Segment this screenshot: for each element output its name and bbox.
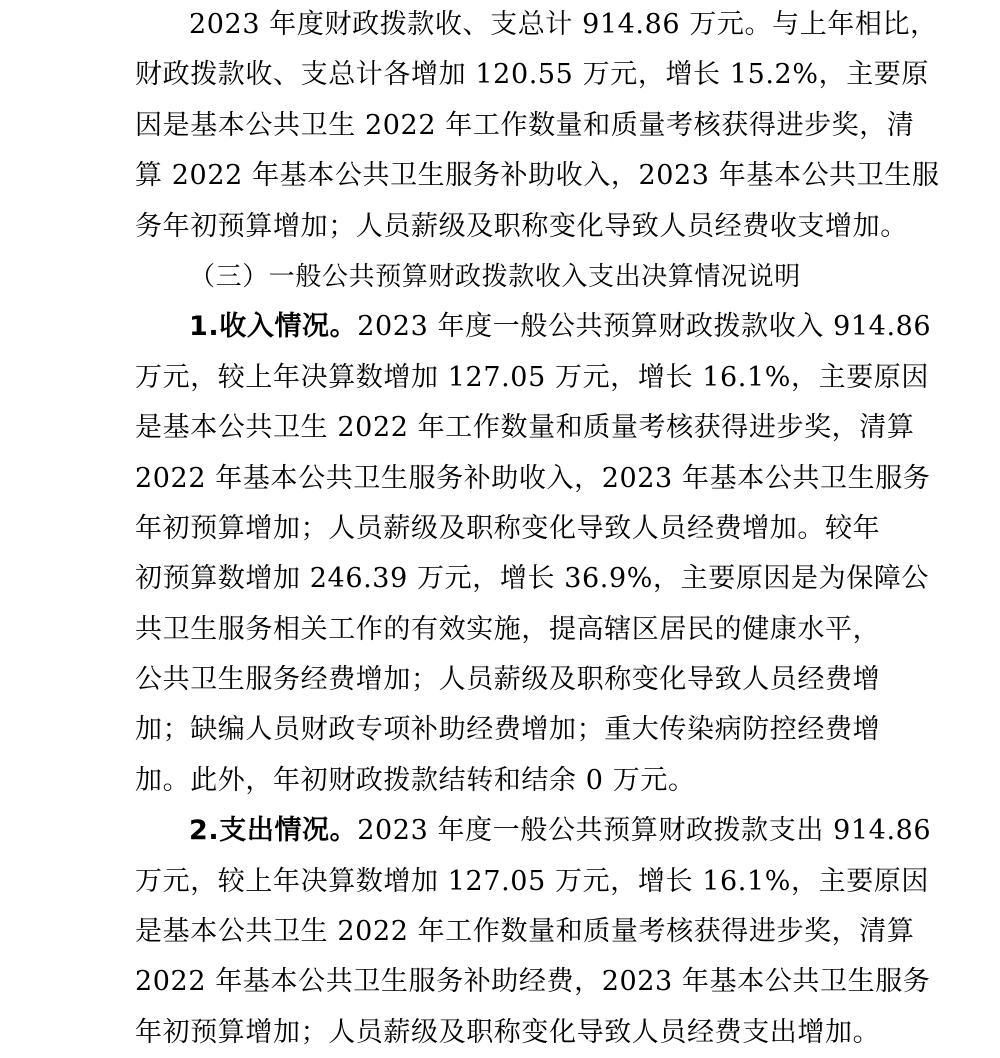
text-line: 年初预算增加；人员薪级及职称变化导致人员经费支出增加。: [135, 1016, 881, 1048]
text-line: 加；缺编人员财政专项补助经费增加；重大传染病防控经费增: [135, 714, 881, 746]
text-line: 公共卫生服务经费增加；人员薪级及职称变化导致人员经费增: [135, 664, 881, 696]
text-line: 2022 年基本公共卫生服务补助经费，2023 年基本公共卫生服务: [135, 966, 931, 998]
paragraph-total-income-expenditure: [135, 0, 940, 252]
text-line: 万元，较上年决算数增加 127.05 万元，增长 16.1%，主要原因: [135, 361, 929, 393]
text-line: 加。此外，年初财政拨款结转和结余 0 万元。: [135, 764, 696, 796]
section-heading: （三）一般公共预算财政拨款收入支出决算情况说明: [189, 261, 801, 292]
expenditure-first-line-rest: 2023 年度一般公共预算财政拨款支出 914.86: [357, 815, 932, 847]
text-line: 是基本公共卫生 2022 年工作数量和质量考核获得进步奖，清算: [135, 412, 915, 444]
income-first-line-rest: 2023 年度一般公共预算财政拨款收入 914.86: [357, 311, 932, 343]
text-line: 万元，较上年决算数增加 127.05 万元，增长 16.1%，主要原因: [135, 865, 929, 897]
text-line: 年初预算增加；人员薪级及职称变化导致人员经费增加。较年: [135, 512, 881, 544]
text-line: 算 2022 年基本公共卫生服务补助收入，2023 年基本公共卫生服: [135, 160, 940, 192]
expenditure-first-line: [135, 806, 932, 856]
text-line: 因是基本公共卫生 2022 年工作数量和质量考核获得进步奖，清: [135, 109, 915, 141]
text-line: 2023 年度财政拨款收、支总计 914.86 万元。与上年相比，: [189, 9, 938, 40]
text-line: 2022 年基本公共卫生服务补助收入，2023 年基本公共卫生服务: [135, 462, 931, 494]
income-first-line: [135, 302, 932, 352]
text-line: 财政拨款收、支总计各增加 120.55 万元，增长 15.2%，主要原: [135, 59, 929, 91]
text-line: 是基本公共卫生 2022 年工作数量和质量考核获得进步奖，清算: [135, 916, 915, 948]
paragraph-expenditure: [135, 806, 932, 1058]
text-line: 务年初预算增加；人员薪级及职称变化导致人员经费收支增加。: [135, 210, 908, 242]
income-lead: 1.收入情况。: [189, 311, 358, 343]
paragraph-income: [135, 302, 932, 806]
expenditure-lead: 2.支出情况。: [189, 815, 358, 847]
text-line: 共卫生服务相关工作的有效实施，提高辖区居民的健康水平，: [135, 613, 881, 645]
text-line: 初预算数增加 246.39 万元，增长 36.9%，主要原因是为保障公: [135, 563, 929, 595]
document-page: [135, 0, 940, 1058]
